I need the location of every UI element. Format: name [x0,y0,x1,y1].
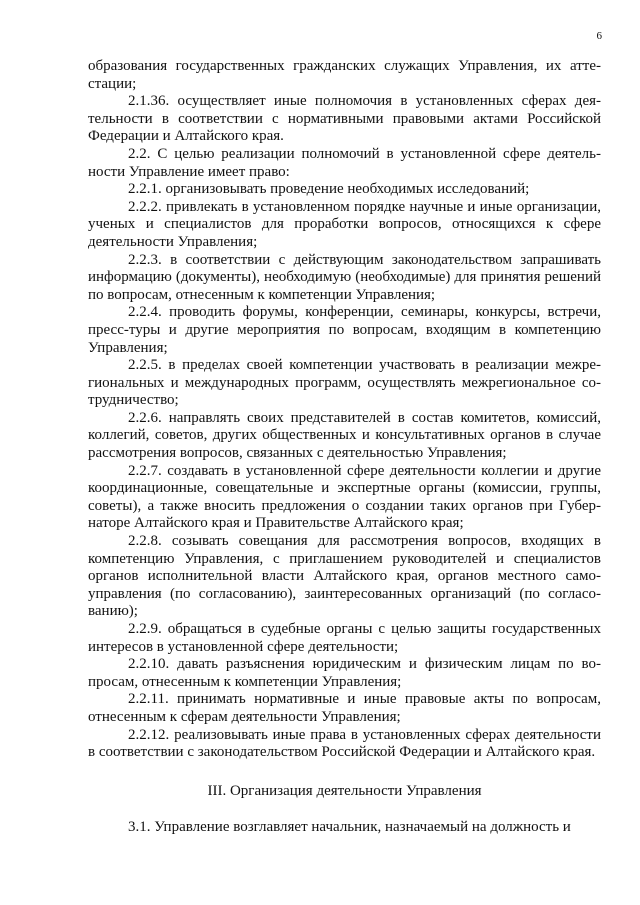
section-heading: III. Организация деятельности Управления [207,782,482,799]
paragraph: 2.2.10. давать разъяснения юридическим и физическим лицам по вопросам, отнесенным к компетенции Управления; [88,656,601,690]
page-number: 6 [596,30,602,42]
paragraph: 2.1.36. осуществляет иные полномочия в установленных сферах деятельности в соответствии с нормативными правовыми актами Российской Федерации и Алтайского края. [88,93,601,145]
paragraph: 2.2.7. создавать в установленной сфере деятельности коллегии и другие координационные, совещательные и экспертные органы (комиссии, группы, советы), а также вносить предложения о создании таких органов при Губернаторе Алтайского края и Правительстве Алтайского края; [88,462,601,532]
paragraph: 2.2.3. в соответствии с действующим законодательством запрашивать информацию (документы), необходимую (необходимые) для принятия решений по вопросам, отнесенным к компетенции Управления; [88,251,601,303]
paragraph: 2.2.6. направлять своих представителей в состав комитетов, комиссий, коллегий, советов, других общественных и консультативных органов в случае рассмотрения вопросов, связанных с деятельностью Управления; [88,409,601,462]
document-body [88,58,601,837]
paragraph: образования государственных гражданских служащих Управления, их аттестации; [88,58,601,92]
paragraph: 2.2.4. проводить форумы, конференции, семинары, конкурсы, встречи, пресс-туры и другие мероприятия по вопросам, входящим в компетенцию Управления; [88,304,601,356]
paragraph: 2.2. С целью реализации полномочий в установленной сфере деятельности Управление имеет право: [88,145,601,180]
paragraph: 2.2.5. в пределах своей компетенции участвовать в реализации межрегиональных и международных программ, осуществлять межрегиональное сотрудничество; [88,357,601,409]
paragraph: 2.2.2. привлекать в установленном порядке научные и иные организации, ученых и специалистов для проработки вопросов, относящихся к сфере деятельности Управления; [88,198,601,250]
paragraph: 3.1. Управление возглавляет начальник, назначаемый на должность и [128,819,571,836]
paragraph: 2.2.12. реализовывать иные права в установленных сферах деятельности в соответствии с законодательством Российской Федерации и Алтайского края. [88,726,601,761]
paragraph: 2.2.9. обращаться в судебные органы с целью защиты государственных интересов в установленной сфере деятельности; [88,621,601,655]
paragraph: 2.2.8. созывать совещания для рассмотрения вопросов, входящих в компетенцию Управления, с приглашением руководителей и специалистов органов исполнительной власти Алтайского края, органов местного самоуправления (по согласованию), заинтересованных организаций (по согласованию); [88,533,601,620]
paragraph: 2.2.1. организовывать проведение необходимых исследований; [128,181,530,198]
paragraph: 2.2.11. принимать нормативные и иные правовые акты по вопросам, отнесенным к сферам деятельности Управления; [88,691,601,725]
